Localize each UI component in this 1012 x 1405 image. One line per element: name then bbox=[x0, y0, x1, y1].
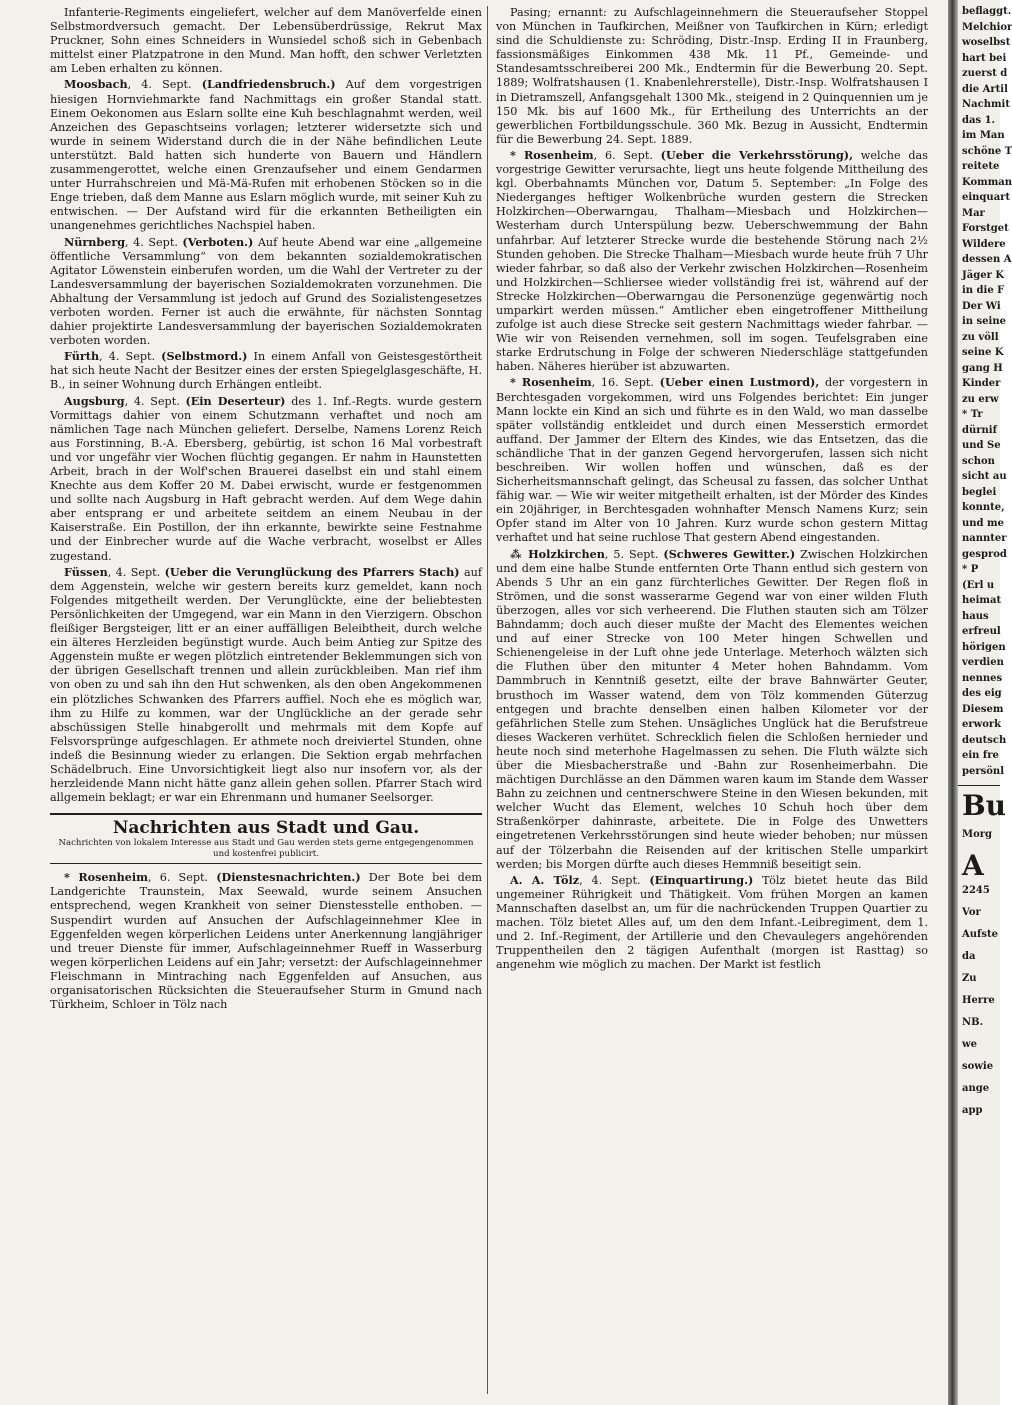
article-date: 6. Sept. bbox=[159, 871, 209, 885]
article-place: * Rosenheim bbox=[510, 147, 594, 162]
neighbor-fragment: verdien bbox=[962, 657, 1004, 668]
article-category: (Schweres Gewitter.) bbox=[663, 546, 796, 561]
neighbor-fragment: Diesem bbox=[962, 703, 1004, 715]
neighbor-fragment: erwork bbox=[962, 719, 1002, 730]
neighbor-fragment: Wildere bbox=[962, 238, 1006, 250]
article-category: (Selbstmord.) bbox=[161, 349, 248, 364]
article-place: Füssen bbox=[64, 564, 108, 579]
neighbor-fragment: zu völl bbox=[962, 331, 999, 343]
neighbor-fragment: das 1. bbox=[962, 114, 996, 126]
article-rosenheim-dienst: * Rosenheim, 6. Sept. (Dienstesnachrichten.) Der Bote bei dem Landgerichte Traunstein, Max Seewald, wurde seinem Ansuchen entsprechend, wegen Krankheit von seiner Dienstesstelle enthoben. — Suspendirt wurden auf Ansuchen der Aufschlageinnehmer Klee in Eggenfelden wegen körperlichen Leidens unter Anerkennung langjähriger und treuer Dienste für immer, Aufschlageinnehmer Rueff in Wasserburg wegen körperlichen Leidens auf ein Jahr; versetzt: der Aufschlageinnehmer Fleischmann in Mintraching nach Eggenfelden auf Ansuchen, aus organisatorischen Rücksichten die Steueraufseher Sturm in Gmund nach Türkheim, Schloer in Tölz nach bbox=[50, 870, 482, 1012]
neighbor-fragment: erfreul bbox=[962, 626, 1001, 637]
article-category: (Verboten.) bbox=[182, 234, 254, 249]
section-title: Nachrichten aus Stadt und Gau. bbox=[112, 818, 420, 839]
left-column bbox=[50, 6, 482, 1012]
article-place: * Rosenheim bbox=[510, 375, 592, 390]
article-place: Fürth bbox=[64, 349, 100, 364]
neighbor-fragment: beglei bbox=[962, 486, 997, 498]
article-place: * Rosenheim bbox=[64, 870, 148, 885]
neighbor-fragment: die Artil bbox=[962, 83, 1008, 95]
neighbor-fragment: und me bbox=[962, 517, 1004, 529]
neighbor-fragment: nennes bbox=[962, 672, 1003, 684]
neighbor-fragment: Kinder bbox=[962, 378, 1001, 389]
article-holzkirchen: ⁂ Holzkirchen, 5. Sept. (Schweres Gewitter.) Zwischen Holzkirchen und dem eine halbe Stunde entfernten Orte Thann entlud sich gestern von Abends 5 Uhr an ein ganz fürchterliches Gewitter. Der Regen floß in Strömen, und die sonst wasserarme Gegend war von einer wilden Fluth überzogen, alles vor sich verheerend. Die Fluthen stauten sich am Tölzer Bahndamm; doch auch dieser mußte der Macht des Elementes weichen und auf einer Strecke von 100 Meter hingen Schwellen und Schienengeleise in der Luft ohne jede Unterlage. Meterhoch wälzten sich die Fluthen über den mitunter 4 Meter hohen Bahndamm. Vom Dammbruch in Kenntniß gesetzt, eilte der brave Bahnwärter Geuter, brusthoch im Wasser watend, dem von Tölz kommenden Güterzug entgegen und brachte denselben einen halben Kilometer vor der gefährlichen Stelle zum Stehen. Unsägliches Unglück hat die Berufstreue dieses Wackeren verhütet. Schrecklich fielen die Schloßen hernieder und heute noch sind meterhohe Hagelmassen zu sehen. Die Fluth wälzte sich über die Miesbacherstraße und -Bahn zur Rosenheimerbahn. Die mächtigen Durchlässe an den Dämmen waren kaum im Stande dem Wasser Bahn zu zeichnen und centnerschwere Steine in den Wiesen bekunden, mit welcher Wucht das Element, welches 10 Schuh hoch über dem Straßenkörper dahinraste, arbeitete. Die in Folge des Unwetters eingetretenen Verkehrsstörungen sind heute wieder behoben; nur müssen auf der Tölzerbahn die Reisenden auf der kritischen Stelle umparkirt werden; bis Morgen dürfte auch dieses Hemmniß beseitigt sein. bbox=[496, 546, 928, 871]
neighbor-fragment: 2245 bbox=[962, 885, 990, 896]
neighbor-fragment: da bbox=[962, 951, 976, 962]
neighbor-fragment: * P bbox=[962, 564, 979, 575]
article-body: In einem Anfall von Geistesgestörtheit hat sich heute Nacht der Besitzer eines der ersten Spiegelglasgeschäfte, H. B., in seiner Wohnung durch Erhängen entleibt. bbox=[50, 350, 482, 392]
neighbor-fragment: NB. bbox=[962, 1017, 984, 1028]
neighbor-fragment: schon bbox=[962, 455, 995, 467]
neighbor-fragment: dürnif bbox=[962, 424, 997, 436]
neighbor-fragment: in seine bbox=[962, 316, 1006, 327]
column-divider bbox=[487, 6, 488, 1394]
neighbor-fragment: zu erw bbox=[962, 393, 999, 405]
article-continuation: Infanterie-Regiments eingeliefert, welcher auf dem Manöverfelde einen Selbstmordversuch gemacht. Der Lebensüberdrüssige, Rekrut Max Pruckner, Sohn eines Schneiders in Wunsiedel schoß sich in Gebenbach mittelst einer Platzpatrone in den Mund. Man hofft, den schwer Verletzten am Leben erhalten zu können. bbox=[50, 6, 482, 76]
neighbor-fragment: Forstget bbox=[962, 223, 1009, 234]
neighbor-fragment: persönl bbox=[962, 765, 1004, 777]
neighbor-fragment: we bbox=[962, 1039, 977, 1050]
neighbor-fragment: Komman bbox=[962, 176, 1012, 188]
article-body: Zwischen Holzkirchen und dem eine halbe Stunde entfernten Orte Thann entlud sich gestern von Abends 5 Uhr an ein ganz fürchterliches Gewitter. Der Regen floß in Strömen, und die sonst wasserarme Gegend war von einer wilden Fluth überzogen, alles vor sich verheerend. Die Fluthen stauten sich am Tölzer Bahndamm; doch auch dieser mußte der Macht des Elementes weichen und auf einer Strecke von 100 Meter hingen Schwellen und Schienengeleise in der Luft ohne jede Unterlage. Meterhoch wälzten sich die Fluthen über den mitunter 4 Meter hohen Bahndamm. Vom Dammbruch in Kenntniß gesetzt, eilte der brave Bahnwärter Geuter, brusthoch im Wasser watend, dem von Tölz kommenden Güterzug entgegen und brachte denselben einen halben Kilometer vor der gefährlichen Stelle zum Stehen. Unsägliches Unglück hat die Berufstreue dieses Wackeren verhütet. Schrecklich fielen die Schloßen hernieder und heute noch sind meterhohe Hagelmassen zu sehen. Die Fluth wälzte sich über die Miesbacherstraße und -Bahn zur Rosenheimerbahn. Die mächtigen Durchlässe an den Dämmen waren kaum im Stande dem Wasser Bahn zu zeichnen und centnerschwere Steine in den Wiesen bekunden, mit welcher Wucht das Element, welches 10 Schuh hoch über dem Straßenkörper dahinraste, arbeitete. Die in Folge des Unwetters eingetretenen Verkehrsstörungen sind heute wieder behoben; nur müssen auf der Tölzerbahn die Reisenden auf der kritischen Stelle umparkirt werden; bis Morgen dürfte auch dieses Hemmniß beseitigt sein. bbox=[496, 547, 928, 871]
neighbor-fragment: gesprod bbox=[962, 548, 1007, 560]
article-body: Der Bote bei dem Landgerichte Traunstein, Max Seewald, wurde seinem Ansuchen entsprechend, wegen Krankheit von seiner Dienstesstelle enthoben. — Suspendirt wurden auf Ansuchen der Aufschlageinnehmer Klee in Eggenfelden wegen körperlichen Leidens unter Anerkennung langjähriger und treuer Dienste für immer, Aufschlageinnehmer Rueff in Wasserburg wegen körperlichen Leidens auf ein Jahr; versetzt: der Aufschlageinnehmer Fleischmann in Mintraching nach Eggenfelden auf Ansuchen, aus organisatorischen Rücksichten die Steueraufseher Sturm in Gmund nach Türkheim, Schloer in Tölz nach bbox=[50, 871, 482, 1012]
article-body: welche das vorgestrige Gewitter verursachte, liegt uns heute folgende Mittheilung des kgl. Oberbahnamts München vor, Datum 5. September: „In Folge des Niederganges heftiger Wolkenbrüche wurden gestern die Strecken Holzkirchen—Oberwarngau, Thalham—Miesbach und Holzkirchen—Westerham durch Unterspülung bezw. Ueberschwemmung der Bahn unfahrbar. Auf letzterer Strecke wurde die bestehende Störung nach 2½ Stunden gehoben. Die Strecke Thalham—Miesbach wurde heute früh 7 Uhr wieder fahrbar, so daß also der Verkehr zwischen Holzkirchen—Rosenheim und Holzkirchen—Schliersee wieder vollständig frei ist, während auf der Strecke Holzkirchen—Oberwarngau die Personenzüge gegenwärtig noch umparkirt werden müssen.“ Amtlicher eben eingetroffener Mittheilung zufolge ist auch diese Strecke seit gestern Nachmittags wieder fahrbar. — Wie wir von Reisenden vernehmen, soll im sogen. Teufelsgraben eine starke Erdrutschung in Folge der schweren Niederschläge stattgefunden haben. Näheres hierüber ist abzuwarten. bbox=[496, 148, 928, 374]
neighbor-fragment: Aufste bbox=[962, 929, 998, 940]
neighbor-fragment: * Tr bbox=[962, 409, 983, 420]
article-fuessen: Füssen, 4. Sept. (Ueber die Verunglückung des Pfarrers Stach) auf dem Aggenstein, welche wir gestern bereits kurz gemeldet, kann noch Folgendes mitgetheilt werden. Der Verunglückte, eine der beliebtesten Persönlichkeiten der Umgegend, war ein Mann in den Vierzigern. Obschon fleißiger Bergsteiger, litt er an einer auffälligen Beleibtheit, durch welche ein älteres Herzleiden begünstigt wurde. Auch beim Antieg zur Spitze des Aggenstein mußte er wegen plötzlich eintretender Beklemmungen sich von der übrigen Gesellschaft trennen und allein zurückbleiben. Man rief ihm von oben zu und sah ihn den Hut schwenken, als den oben Angekommenen ein plötzliches Schwanken des Pfarrers auffiel. Noch ehe es möglich war, ihm zu Hilfe zu kommen, war der Unglückliche an der gerade sehr abschüssigen Stelle hinabgerollt und mehrmals mit dem Kopfe auf Felsvorsprünge aufgeschlagen. Er athmete noch dreiviertel Stunden, ohne indeß die Besinnung wieder zu erlangen. Die Sektion ergab mehrfachen Schädelbruch. Eine Unvorsichtigkeit liegt also nur insofern vor, als der herzleidende Mann nicht hätte ganz allein gehen sollen. Pfarrer Stach wird allgemein beklagt; er war ein Ehrenmann und humaner Seelsorger. bbox=[50, 564, 483, 805]
neighbor-fragment: (Erl u bbox=[962, 579, 995, 591]
section-subtitle: Nachrichten von lokalem Interesse aus Stadt und Gau werden stets gerne entgegengenommen und kostenfrei publicirt. bbox=[58, 838, 474, 859]
neighbor-fragment: Herre bbox=[962, 995, 995, 1006]
neighbor-fragment: schöne T bbox=[962, 145, 1012, 157]
article-date: 4. Sept. bbox=[141, 78, 192, 92]
neighbor-fragment: Vor bbox=[962, 907, 981, 918]
article-category: (Einquartirung.) bbox=[649, 872, 754, 887]
neighbor-fragment: nannter bbox=[962, 533, 1007, 544]
article-augsburg: Augsburg, 4. Sept. (Ein Deserteur) des 1. Inf.-Regts. wurde gestern Vormittags dahier von einem Schutzmann verhaftet und noch am nämlichen Tage nach München geliefert. Derselbe, Namens Lorenz Reich aus Forstinning, B.-A. Ebersberg, gebürtig, ist schon 16 Mal vorbestraft und vor ungefähr vier Wochen flüchtig gegangen. Er nahm in Haunstetten Arbeit, brach in der Wolf'schen Brauerei daselbst ein und stahl einem Knechte aus dem Koffer 20 M. Dabei erwischt, wurde er festgenommen und sollte nach Augsburg in Haft gebracht werden. Auf dem Wege dahin aber entsprang er und arbeitete seitdem an einem Neubau in der Kaiserstraße. Ein Postillon, der ihn erkannte, bewirkte seine Festnahme und der Einbrecher wurde auf die Wache verbracht, woselbst er Alles zugestand. bbox=[50, 393, 483, 563]
neighbor-fragment: gang H bbox=[962, 362, 1003, 374]
article-place: Nürnberg bbox=[64, 234, 126, 249]
article-category: (Landfriedensbruch.) bbox=[201, 77, 336, 92]
neighbor-fragment: im Man bbox=[962, 130, 1005, 141]
neighbor-fragment: und Se bbox=[962, 440, 1001, 451]
article-body: Tölz bietet heute das Bild ungemeiner Rührigkeit und Thätigkeit. Vom frühen Morgen an kamen Mannschaften daselbst an, um für die nachrückenden Truppen Quartier zu machen. Tölz bietet Alles auf, um den dem Infant.-Leibregiment, dem 1. und 2. Inf.-Regiment, der Artillerie und den Chevaulegers angehörenden Truppentheilen den 2 tägigen Aufenthalt (morgen ist Rasttag) so angenehm wie möglich zu machen. Der Markt ist festlich bbox=[496, 873, 929, 972]
article-body: des 1. Inf.-Regts. wurde gestern Vormittags dahier von einem Schutzmann verhaftet und noch am nämlichen Tage nach München geliefert. Derselbe, Namens Lorenz Reich aus Forstinning, B.-A. Ebersberg, gebürtig, ist schon 16 Mal vorbestraft und vor ungefähr vier Wochen flüchtig gegangen. Er nahm in Haunstetten Arbeit, brach in der Wolf'schen Brauerei daselbst ein und stahl einem Knechte aus dem Koffer 20 M. Dabei erwischt, wurde er festgenommen und sollte nach Augsburg in Haft gebracht werden. Auf dem Wege dahin aber entsprang er und arbeitete seitdem an einem Neubau in der Kaiserstraße. Ein Postillon, der ihn erkannte, bewirkte seine Festnahme und der Einbrecher wurde auf die Wache verbracht, woselbst er Alles zugestand. bbox=[50, 394, 483, 563]
neighbor-fragment: sicht au bbox=[962, 471, 1007, 482]
article-date: 4. Sept. bbox=[133, 394, 180, 408]
neighbor-fragment: Nachmit bbox=[962, 99, 1010, 110]
article-date: 4. Sept. bbox=[108, 350, 156, 364]
neighbor-fragment: deutsch bbox=[962, 734, 1007, 746]
article-category: (Dienstesnachrichten.) bbox=[216, 870, 361, 885]
article-date: 5. Sept. bbox=[613, 547, 659, 561]
neighbor-rule bbox=[958, 785, 1000, 786]
neighbor-fragment: sowie bbox=[962, 1061, 994, 1072]
neighbor-fragment: app bbox=[962, 1105, 983, 1116]
article-nuernberg: Nürnberg, 4. Sept. (Verboten.) Auf heute Abend war eine „allgemeine öffentliche Versammlung“ von dem bekannten sozialdemokratischen Agitator Löwenstein einberufen worden, um die Wahl der Vertreter zu der Landesversammlung der bayerischen Sozialdemokraten vorzunehmen. Die Abhaltung der Versammlung ist jedoch auf Grund des Sozialistengesetzes verboten worden. Ferner ist auch die erwähnte, für nächsten Sonntag dahier projektirte Landesversammlung der bayerischen Sozialdemokraten verboten worden. bbox=[50, 234, 482, 348]
article-toelz: A. A. Tölz, 4. Sept. (Einquartirung.) Tölz bietet heute das Bild ungemeiner Rührigkeit und Thätigkeit. Vom frühen Morgen an kamen Mannschaften daselbst an, um für die nachrückenden Truppen Quartier zu machen. Tölz bietet Alles auf, um den dem Infant.-Leibregiment, dem 1. und 2. Inf.-Regiment, der Artillerie und den Chevaulegers angehörenden Truppentheilen den 2 tägigen Aufenthalt (morgen ist Rasttag) so angenehm wie möglich zu machen. Der Markt ist festlich bbox=[496, 872, 929, 972]
neighbor-fragment: reitete bbox=[962, 161, 1000, 172]
neighbor-fragment: hart bei bbox=[962, 52, 1007, 64]
neighbor-fragment: dessen A bbox=[962, 254, 1012, 265]
neighbor-fragment: zuerst d bbox=[962, 68, 1008, 79]
neighbor-fragment: ange bbox=[962, 1083, 990, 1094]
article-place: ⁂ Holzkirchen bbox=[510, 546, 605, 561]
neighbor-fragment: des eig bbox=[962, 688, 1002, 699]
neighbor-fragment: Der Wi bbox=[962, 300, 1001, 312]
neighbor-fragment: seine K bbox=[962, 347, 1004, 358]
neighbor-fragment: Jäger K bbox=[962, 269, 1005, 281]
neighbor-fragment: haus bbox=[962, 610, 989, 622]
section-header bbox=[50, 813, 482, 864]
neighbor-fragment: ein fre bbox=[962, 750, 999, 761]
article-category: (Ein Deserteur) bbox=[185, 393, 286, 408]
article-category: (Ueber die Verkehrsstörung), bbox=[660, 147, 853, 162]
neighbor-fragment: Morg bbox=[962, 829, 992, 840]
neighbor-fragment: konnte, bbox=[962, 502, 1005, 513]
neighbor-fragment: Melchior bbox=[962, 21, 1012, 33]
article-category: (Ueber einen Lustmord), bbox=[659, 375, 820, 390]
article-category: (Ueber die Verunglückung des Pfarrers Stach) bbox=[164, 564, 460, 579]
neighbor-fragment: in die F bbox=[962, 285, 1005, 296]
article-rosenheim-lustmord: * Rosenheim, 16. Sept. (Ueber einen Lustmord), der vorgestern in Berchtesgaden vorgekommen, wird uns Folgendes berichtet: Ein junger Mann lockte ein Kind an sich und führte es in den Wald, wo man dasselbe später vollständig entkleidet und durch einen Messerstich ermordet auffand. Der Jammer der Eltern des Kindes, wie das Entsetzen, das die schändliche That in der ganzen Gegend hervorgerufen, lassen sich nicht beschreiben. Wir wollen hoffen und wünschen, daß es der Sicherheitsmannschaft gelingt, das Scheusal zu fassen, das solcher Unthat fähig war. — Wie wir weiter mitgetheilt erhalten, ist der Mörder des Kindes ein 20jähriger, in Berchtesgaden wohnhafter Mensch Namens Kurz; sein Opfer stand im Alter von 10 Jahren. Kurz wurde schon gestern Mittag verhaftet und hat seine ruchlose That gestern Abend eingestanden. bbox=[496, 375, 928, 545]
neighbor-fragment: Mar bbox=[962, 207, 985, 219]
article-body: der vorgestern in Berchtesgaden vorgekommen, wird uns Folgendes berichtet: Ein junger Mann lockte ein Kind an sich und führte es in den Wald, wo man dasselbe später vollständig entkleidet und durch einen Messerstich ermordet auffand. Der Jammer der Eltern des Kindes, wie das Entsetzen, das die schändliche That in der ganzen Gegend hervorgerufen, lassen sich nicht beschreiben. Wir wollen hoffen und wünschen, daß es der Sicherheitsmannschaft gelingt, das Scheusal zu fassen, das solcher Unthat fähig war. — Wie wir weiter mitgetheilt erhalten, ist der Mörder des Kindes ein 20jähriger, in Berchtesgaden wohnhafter Mensch Namens Kurz; sein Opfer stand im Alter von 10 Jahren. Kurz wurde schon gestern Mittag verhaftet und hat seine ruchlose That gestern Abend eingestanden. bbox=[496, 376, 928, 545]
article-date: 4. Sept. bbox=[115, 565, 161, 579]
neighbor-headline: Bu bbox=[962, 789, 1007, 822]
article-date: 4. Sept. bbox=[133, 235, 178, 249]
neighbor-page-edge bbox=[958, 0, 1012, 1405]
article-date: 6. Sept. bbox=[604, 148, 653, 162]
article-date: 4. Sept. bbox=[591, 873, 641, 887]
page-gutter bbox=[948, 0, 958, 1405]
neighbor-fragment: heimat bbox=[962, 595, 1002, 606]
article-body: Auf heute Abend war eine „allgemeine öffentliche Versammlung“ von dem bekannten sozialdemokratischen Agitator Löwenstein einberufen worden, um die Wahl der Vertreter zu der Landesversammlung der bayerischen Sozialdemokraten vorzunehmen. Die Abhaltung der Versammlung ist jedoch auf Grund des Sozialistengesetzes verboten worden. Ferner ist auch die erwähnte, für nächsten Sonntag dahier projektirte Landesversammlung der bayerischen Sozialdemokraten verboten worden. bbox=[50, 235, 482, 348]
article-body: auf dem Aggenstein, welche wir gestern bereits kurz gemeldet, kann noch Folgendes mitgetheilt werden. Der Verunglückte, eine der beliebtesten Persönlichkeiten der Umgegend, war ein Mann in den Vierzigern. Obschon fleißiger Bergsteiger, litt er an einer auffälligen Beleibtheit, durch welche ein älteres Herzleiden begünstigt wurde. Auch beim Antieg zur Spitze des Aggenstein mußte er wegen plötzlich eintretender Beklemmungen sich von der übrigen Gesellschaft trennen und allein zurückbleiben. Man rief ihm von oben zu und sah ihn den Hut schwenken, als den oben Angekommenen ein plötzliches Schwanken des Pfarrers auffiel. Noch ehe es möglich war, ihm zu Hilfe zu kommen, war der Unglückliche an der gerade sehr abschüssigen Stelle hinabgerollt und mehrmals mit dem Kopfe auf Felsvorsprünge aufgeschlagen. Er athmete noch dreiviertel Stunden, ohne indeß die Besinnung wieder zu erlangen. Die Sektion ergab mehrfachen Schädelbruch. Eine Unvorsichtigkeit liegt also nur insofern vor, als der herzleidende Mann nicht hätte ganz allein gehen sollen. Pfarrer Stach wird allgemein beklagt; er war ein Ehrenmann und humaner Seelsorger. bbox=[50, 565, 483, 805]
neighbor-fragment: beflaggt. bbox=[962, 6, 1012, 17]
neighbor-fragment: A bbox=[962, 849, 984, 882]
article-place: Moosbach bbox=[64, 77, 128, 92]
article-moosbach: Moosbach, 4. Sept. (Landfriedensbruch.) Auf dem vorgestrigen hiesigen Hornviehmarkte fand Nachmittags ein großer Standal statt. Einem Oekonomen aus Eslarn sollte eine Kuh beschlagnahmt werden, weil Anzeichen des Gepaschtseins vorlagen; letzterer widersetzte sich und wurde in seinem Widerstand durch die in der Nähe befindlichen Leute unterstützt. Bald hatten sich hunderte von Bauern und Händlern zusammengerottet, welche einen Grenzaufseher und einem Gendarmen unter Hurrahschreien und Mä-Mä-Rufen mit erhobenen Stöcken so in die Enge trieben, daß dem Manne aus Eslarn möglich wurde, mit seiner Kuh zu entwischen. — Der Aufstand wird für die erkannten Betheiligten ein unangenehmes gerichtliches Nachspiel haben. bbox=[50, 77, 483, 233]
neighbor-fragment: Zu bbox=[962, 973, 977, 984]
article-rosenheim-verkehr: * Rosenheim, 6. Sept. (Ueber die Verkehrsstörung), welche das vorgestrige Gewitter verursachte, liegt uns heute folgende Mittheilung des kgl. Oberbahnamts München vor, Datum 5. September: „In Folge des Niederganges heftiger Wolkenbrüche wurden gestern die Strecken Holzkirchen—Oberwarngau, Thalham—Miesbach und Holzkirchen—Westerham durch Unterspülung bezw. Ueberschwemmung der Bahn unfahrbar. Auf letzterer Strecke wurde die bestehende Störung nach 2½ Stunden gehoben. Die Strecke Thalham—Miesbach wurde heute früh 7 Uhr wieder fahrbar, so daß also der Verkehr zwischen Holzkirchen—Rosenheim und Holzkirchen—Schliersee wieder vollständig frei ist, während auf der Strecke Holzkirchen—Oberwarngau die Personenzüge gegenwärtig noch umparkirt werden müssen.“ Amtlicher eben eingetroffener Mittheilung zufolge ist auch diese Strecke seit gestern Nachmittags wieder fahrbar. — Wie wir von Reisenden vernehmen, soll im sogen. Teufelsgraben eine starke Erdrutschung in Folge der schweren Niederschläge stattgefunden haben. Näheres hierüber ist abzuwarten. bbox=[496, 147, 928, 374]
article-continuation: Pasing; ernannt: zu Aufschlageinnehmern die Steueraufseher Stoppel von München in Taufkirchen, Meißner von Taufkirchen in Kürn; erledigt sind die Schuldienste zu: Schröding, Distr.-Insp. Erding II in Fraunberg, fassionsmäßiges Einkommen 438 Mk. 11 Pf., Gemeinde- und Standesamtsschreiberei 200 Mk., Endtermin für die Bewerbung 20. Sept. 1889; Wolfratshausen (1. Knabenlehrerstelle), Distr.-Insp. Wolfratshausen I in Dietramszell, Anfangsgehalt 1300 Mk., steigend in 2 Quinquennien um je 150 Mk. bis auf 1600 Mk., für Ertheilung des Unterrichts an der gewerblichen Fortbildungsschule. 360 Mk. Bezug in Aussicht, Endtermin für die Bewerbung 24. Sept. 1889. bbox=[496, 6, 928, 146]
article-fuerth: Fürth, 4. Sept. (Selbstmord.) In einem Anfall von Geistesgestörtheit hat sich heute Nacht der Besitzer eines der ersten Spiegelglasgeschäfte, H. B., in seiner Wohnung durch Erhängen entleibt. bbox=[50, 349, 482, 392]
article-place: A. A. Tölz bbox=[510, 872, 580, 887]
article-body: Auf dem vorgestrigen hiesigen Hornviehmarkte fand Nachmittags ein großer Standal statt. Einem Oekonomen aus Eslarn sollte eine Kuh beschlagnahmt werden, weil Anzeichen des Gepaschtseins vorlagen; letzterer widersetzte sich und wurde in seinem Widerstand durch die in der Nähe befindlichen Leute unterstützt. Bald hatten sich hunderte von Bauern und Händlern zusammengerottet, welche einen Grenzaufseher und einem Gendarmen unter Hurrahschreien und Mä-Mä-Rufen mit erhobenen Stöcken so in die Enge trieben, daß dem Manne aus Eslarn möglich wurde, mit seiner Kuh zu entwischen. — Der Aufstand wird für die erkannten Betheiligten ein unangenehmes gerichtliches Nachspiel haben. bbox=[50, 78, 483, 233]
article-place: Augsburg bbox=[64, 393, 125, 408]
neighbor-fragment: woselbst bbox=[962, 37, 1011, 48]
neighbor-fragment: hörigen bbox=[962, 641, 1006, 653]
neighbor-fragment: einquart bbox=[962, 192, 1011, 203]
right-column bbox=[496, 6, 928, 972]
article-date: 16. Sept. bbox=[600, 376, 654, 390]
